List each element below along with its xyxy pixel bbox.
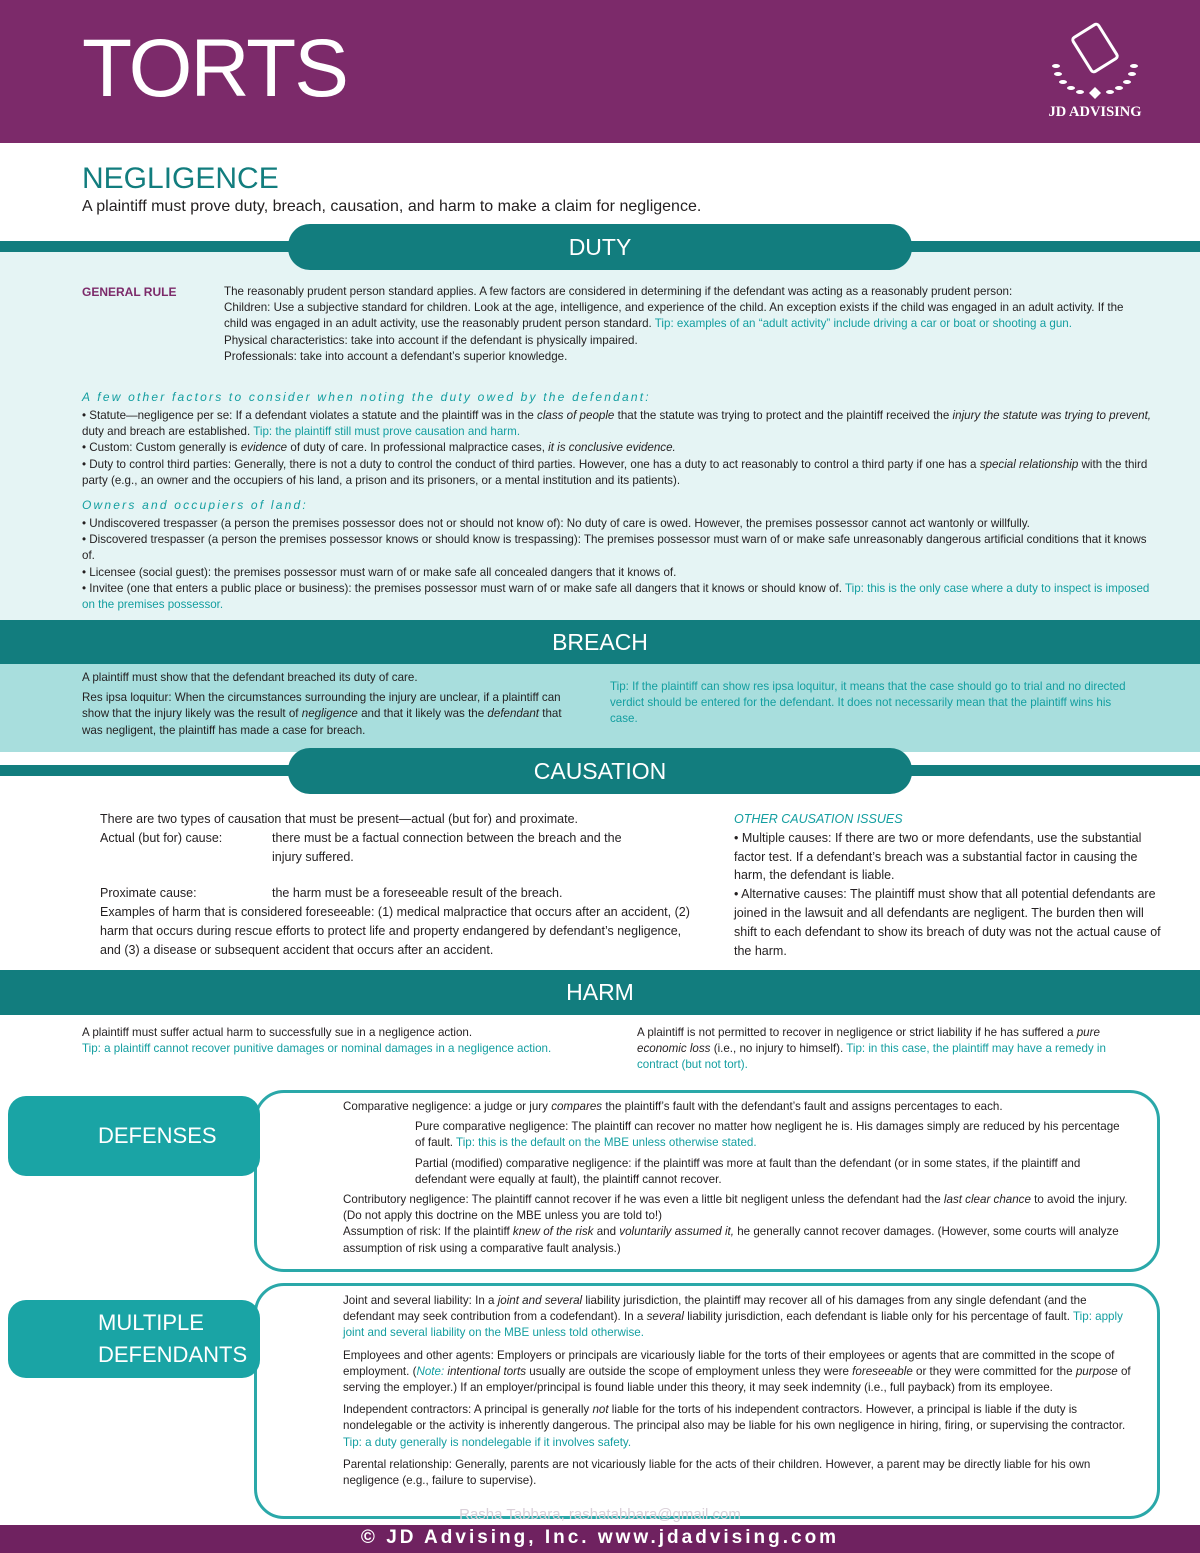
contributory-text-2: to avoid the injury. (Do not apply this doctrine on the MBE unless you are told to!) [343, 1193, 1128, 1223]
defenses-label: DEFENSES [8, 1096, 260, 1176]
physical-characteristics: Physical characteristics: take into account if the defendant is physically impaired. [224, 333, 638, 347]
third-parties-text-2: with the third party (e.g., an owner and the occupiers of his land, a prison and its prisoners, or a mental institution and its patients). [82, 457, 1148, 487]
partial-comparative: Partial (modified) comparative negligence: if the plaintiff was more at fault than the defendant (or in some states, if the plaintiff and defendant were equally at fault), the plaintiff cannot recover. [415, 1156, 1081, 1186]
custom-item [82, 440, 1154, 456]
negligence-subtitle: A plaintiff must prove duty, breach, causation, and harm to make a claim for negligence. [82, 198, 702, 215]
pure-economic-loss: pure economic loss [637, 1026, 1100, 1056]
multiple-label-line-1: MULTIPLE [98, 1310, 204, 1335]
last-clear-chance: last clear chance [943, 1193, 1031, 1207]
res-ipsa-text: Res ipsa loquitur: When the circumstances surrounding the injury are unclear, if a plaintiff can show that the injury likely was the result of [82, 691, 561, 721]
parental-relationship: Parental relationship: Generally, parents are not vicariously liable for the acts of their children. However, a parent may be directly liable for his own negligence (e.g., failure to supervise). [343, 1457, 1091, 1488]
contributory-text: Contributory negligence: The plaintiff cannot recover if he was even a little bit negligent unless the defendant had the [343, 1193, 941, 1207]
comparative-compares: compares [551, 1100, 603, 1113]
general-rule-children [224, 300, 1134, 332]
voluntarily-assumed: voluntarily assumed it, [619, 1225, 734, 1239]
statute-item [82, 408, 1154, 440]
contractors-tip: Tip: a duty generally is nondelegable if it involves safety. [343, 1435, 632, 1449]
assumption-text-2: he generally cannot recover damages. (However, some courts will analyze assumption of risk using a comparative fault analysis.) [343, 1225, 1119, 1255]
joint-text-3: liability jurisdiction, each defendant is liable only for his percentage of fault. [687, 1310, 1071, 1324]
harm-right-text-2: (i.e., no injury to himself). [713, 1042, 844, 1056]
harm-heading: HARM [566, 979, 634, 1005]
joint-text: Joint and several liability: In a [343, 1294, 495, 1307]
logo-text: JD ADVISING [1048, 104, 1142, 120]
watermark: Rasha Tabbara, rashatabbara@gmail.com [459, 1506, 741, 1523]
foreseeable: foreseeable [852, 1364, 913, 1378]
licensee: • Licensee (social guest): the premises possessor must warn of or make safe all concealed dangers that it knows of. [82, 565, 677, 579]
harm-left-text: A plaintiff must suffer actual harm to successfully sue in a negligence action. [82, 1026, 473, 1039]
breach-tip: Tip: If the plaintiff can show res ipsa loquitur, it means that the case should go to trial and no directed verdict should be entered for the defendant. It does not necessarily mean that the plaintiff wins his case. [610, 680, 1126, 726]
joint-several [343, 1293, 1138, 1342]
actual-cause-label: Actual (but for) cause: [100, 830, 223, 845]
comparative-negligence [343, 1099, 1128, 1115]
other-causation-heading: OTHER CAUSATION ISSUES [734, 812, 903, 826]
several: several [646, 1310, 684, 1324]
independent-contractors [343, 1402, 1138, 1451]
joint-text-2: liability jurisdiction, the plaintiff may recover all of his damages from any single defendant (and the defendant may seek contribution from a codefendant). In a [343, 1294, 1087, 1324]
proximate-cause-text: the harm must be a foreseeable result of the breach. [272, 886, 563, 901]
joint-tip: Tip: apply joint and several liability on the MBE unless told otherwise. [343, 1310, 1123, 1340]
page-title: TORTS [82, 23, 347, 114]
knew-of-risk: knew of the risk [512, 1225, 594, 1239]
general-rule-label: GENERAL RULE [82, 285, 177, 299]
third-parties-text: • Duty to control third parties: Generally, there is not a duty to control the conduct of third parties. However, one has a duty to act reasonably to control a third party if one has a [82, 457, 977, 471]
statute-class-of-people: class of people [537, 409, 615, 422]
contractors-not: not [592, 1403, 609, 1417]
pure-text: Pure comparative negligence: The plaintiff can recover no matter how negligent he is. His damages simply are reduced by his percentage of fault. [415, 1120, 1120, 1150]
res-ipsa-negligence: negligence [301, 707, 358, 721]
employees-text-3: or they were committed for the [916, 1364, 1073, 1378]
multiple-label-line-2: DEFENDANTS [98, 1342, 248, 1367]
pure-tip: Tip: this is the default on the MBE unless otherwise stated. [456, 1136, 757, 1150]
statute-text-2: that the statute was trying to protect and the plaintiff received the [617, 409, 950, 422]
employees-text-4: of serving the employer.) If an employer/principal is found liable under this theory, it may seek indemnity (i.e., full payback) from its employee. [343, 1364, 1131, 1395]
actual-cause-text: there must be a factual connection between the breach and the injury suffered. [272, 830, 622, 864]
undiscovered-trespasser: • Undiscovered trespasser (a person the premises possessor does not or should not know of): No duty of care is owed. However, the premises possessor cannot act wantonly or willfully. [82, 517, 1030, 530]
section-title-negligence: NEGLIGENCE [82, 162, 279, 195]
general-rule-intro: The reasonably prudent person standard applies. A few factors are considered in determining if the defendant was acting as a reasonably prudent person: [224, 285, 1013, 298]
harm-right-tip: Tip: in this case, the plaintiff may have a remedy in contract (but not tort). [637, 1042, 1106, 1072]
comparative-text: Comparative negligence: a judge or jury [343, 1100, 548, 1113]
joint-and-several: joint and several [497, 1294, 583, 1307]
assumption-and: and [596, 1225, 617, 1239]
res-ipsa-text-2: and that it likely was the [361, 707, 485, 721]
causation-heading: CAUSATION [288, 748, 912, 794]
intentional-torts: intentional torts [447, 1364, 527, 1378]
duty-heading: DUTY [288, 224, 912, 270]
res-ipsa-defendant: defendant [487, 707, 539, 721]
assumption-text: Assumption of risk: If the plaintiff [343, 1225, 510, 1239]
causation-right [734, 810, 1164, 960]
harm-right [637, 1025, 1147, 1074]
comparative-text-2: the plaintiff’s fault with the defendant’s fault and assigns percentages to each. [605, 1100, 1003, 1113]
custom-text: • Custom: Custom generally is [82, 441, 238, 455]
causation-left [100, 810, 690, 960]
multiple-defendants-text [343, 1293, 1138, 1489]
statute-injury: injury the statute was trying to prevent, [952, 409, 1152, 422]
invitee-text: • Invitee (one that enters a public place or business): the premises possessor must warn of or make safe all dangers that it knows or should know of. [82, 581, 842, 595]
custom-evidence: evidence [240, 441, 288, 455]
pure-comparative [343, 1119, 1128, 1151]
contractors-text-2: liable for the torts of his independent contractors. However, a principal is liable if the duty is nondelegable or the activity is inherently dangerous. The principal also may be liable for his own negligence in hiring, firing, or supervising the contractor. [343, 1403, 1126, 1433]
res-ipsa-text-3: that was negligent, the plaintiff has made a case for breach. [82, 707, 562, 737]
harm-right-text: A plaintiff is not permitted to recover in negligence or strict liability if he has suffered a [637, 1026, 1074, 1039]
general-rule-text [224, 284, 1134, 365]
discovered-trespasser: • Discovered trespasser (a person the premises possessor knows or should know is trespassing): The premises possessor must warn of or make safe unreasonably dangerous artificial conditions that it knows of. [82, 533, 1147, 563]
special-relationship: special relationship [979, 457, 1079, 471]
multiple-causes: • Multiple causes: If there are two or more defendants, use the substantial factor test. If a defendant’s breach was a substantial factor in causing the harm, the defendant is liable. [734, 830, 1142, 883]
causation-intro: There are two types of causation that must be present—actual (but for) and proximate. [100, 812, 579, 826]
children-tip: Tip: examples of an “adult activity” include driving a car or boat or shooting a gun. [654, 317, 1072, 331]
purpose: purpose [1075, 1364, 1118, 1378]
employees-text-2: usually are outside the scope of employment unless they were [529, 1364, 849, 1378]
statute-tip: Tip: the plaintiff still must prove causation and harm. [253, 425, 521, 439]
other-factors-heading: A few other factors to consider when noting the duty owed by the defendant: [82, 390, 651, 404]
employees-agents [343, 1348, 1138, 1397]
defenses-text [343, 1099, 1128, 1257]
proximate-cause [100, 884, 690, 903]
alternative-causes: • Alternative causes: The plaintiff must show that all potential defendants are joined in the lawsuit and all defendants are negligent. The burden then will shift to each defendant to show its breach of duty was not the actual cause of the harm. [734, 887, 1161, 958]
custom-conclusive: it is conclusive evidence. [548, 441, 676, 455]
owners-heading: Owners and occupiers of land: [82, 498, 308, 512]
owners-list [82, 516, 1154, 613]
contributory-negligence [343, 1192, 1128, 1224]
breach-heading: BREACH [552, 629, 648, 655]
professionals: Professionals: take into account a defendant’s superior knowledge. [224, 349, 568, 363]
invitee-tip: Tip: this is the only case where a duty to inspect is imposed on the premises possessor. [82, 581, 1150, 612]
harm-left-tip: Tip: a plaintiff cannot recover punitive damages or nominal damages in a negligence action. [82, 1042, 552, 1056]
footer-text: © JD Advising, Inc. www.jdadvising.com [360, 1527, 840, 1548]
statute-text: • Statute—negligence per se: If a defendant violates a statute and the plaintiff was in the [82, 409, 534, 422]
res-ipsa [82, 690, 562, 739]
contractors-text: Independent contractors: A principal is generally [343, 1403, 590, 1417]
other-factors-list [82, 408, 1154, 489]
proximate-cause-label: Proximate cause: [100, 886, 197, 901]
employees-text: Employees and other agents: Employers or principals are vicariously liable for the torts of their employees or agents that are committed in the scope of employment. ( [343, 1348, 1115, 1378]
employees-note: Note: [416, 1364, 445, 1378]
foreseeable-examples: Examples of harm that is considered foreseeable: (1) medical malpractice that occurs after an accident, (2) harm that occurs during rescue efforts to protect life and property endangered by defendant’s negligence, and (3) a disease or subsequent accident that occurs after an accident. [100, 905, 690, 957]
assumption-of-risk [343, 1224, 1128, 1256]
multiple-defendants-label [8, 1300, 260, 1378]
third-parties-item [82, 457, 1154, 489]
invitee [82, 581, 1154, 613]
custom-text-2: of duty of care. In professional malpractice cases, [290, 441, 545, 455]
harm-left [82, 1025, 612, 1057]
children-text: Children: Use a subjective standard for children. Look at the age, intelligence, and experience of the child. An exception exists if the child was engaged in an adult activity. If the child was engaged in an adult activity, use the reasonably prudent person standard. [224, 301, 1124, 331]
actual-cause [100, 829, 690, 867]
breach-text [82, 670, 562, 739]
statute-text-3: duty and breach are established. [82, 425, 251, 439]
breach-line-1: A plaintiff must show that the defendant breached its duty of care. [82, 671, 418, 684]
